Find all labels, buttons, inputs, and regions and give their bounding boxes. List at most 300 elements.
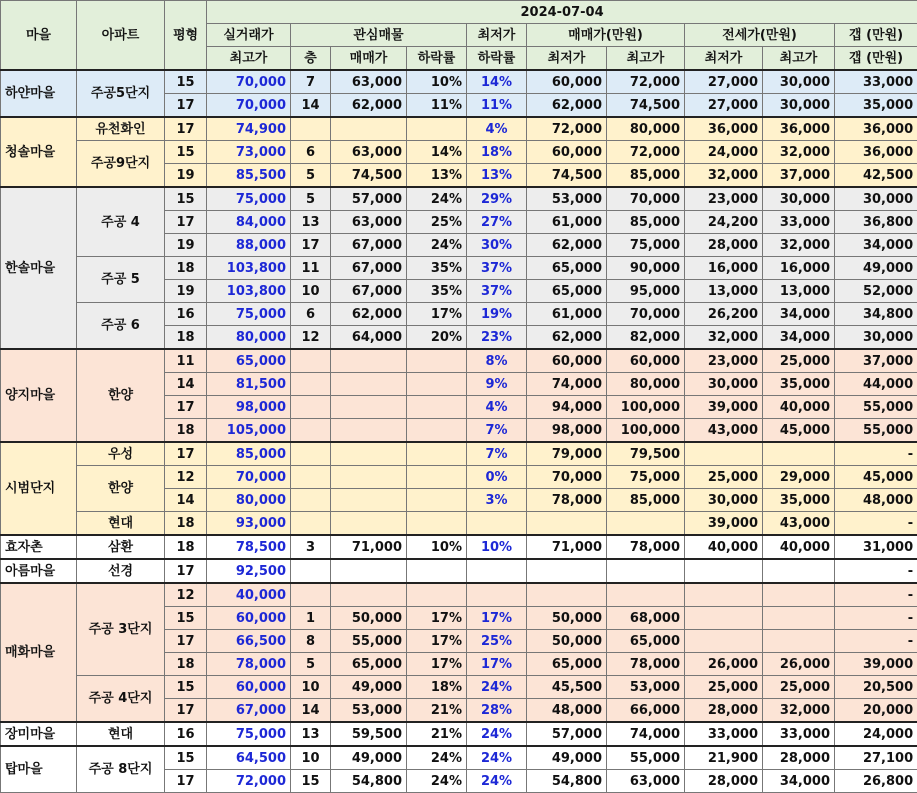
trade-max-cell: 90,000 [607, 257, 685, 280]
drop-rate-cell: 18% [407, 676, 467, 699]
drop-rate-cell: 10% [407, 70, 467, 94]
header-jeonse-min: 최저가 [685, 47, 763, 71]
floor-cell [291, 117, 331, 141]
jeonse-min-cell: 24,200 [685, 211, 763, 234]
trade-min-cell: 60,000 [527, 141, 607, 164]
pyeong-cell: 17 [165, 117, 207, 141]
jeonse-min-cell: 33,000 [685, 722, 763, 746]
header-trade-max: 최고가 [607, 47, 685, 71]
gap-cell: 30,000 [835, 326, 917, 350]
jeonse-max-cell [763, 559, 835, 583]
trade-max-cell: 75,000 [607, 234, 685, 257]
floor-cell: 15 [291, 770, 331, 793]
drop-rate-cell [407, 466, 467, 489]
drop-rate-cell [407, 489, 467, 512]
trade-max-cell: 78,000 [607, 653, 685, 676]
drop-rate-cell: 11% [407, 94, 467, 118]
apartment-cell: 주공 4단지 [77, 676, 165, 723]
gap-cell: 39,000 [835, 653, 917, 676]
village-cell: 탑마을 [1, 746, 77, 793]
gap-cell: 26,800 [835, 770, 917, 793]
trade-max-cell: 80,000 [607, 117, 685, 141]
sale-price-cell: 74,500 [331, 164, 407, 188]
lowest-drop-cell: 13% [467, 164, 527, 188]
drop-rate-cell: 13% [407, 164, 467, 188]
pyeong-cell: 17 [165, 559, 207, 583]
floor-cell [291, 489, 331, 512]
gap-cell: 20,000 [835, 699, 917, 723]
gap-cell: 31,000 [835, 535, 917, 559]
floor-cell [291, 419, 331, 443]
header-floor: 층 [291, 47, 331, 71]
jeonse-min-cell [685, 559, 763, 583]
drop-rate-cell: 24% [407, 746, 467, 770]
pyeong-cell: 14 [165, 373, 207, 396]
sale-price-cell: 53,000 [331, 699, 407, 723]
jeonse-max-cell: 16,000 [763, 257, 835, 280]
jeonse-max-cell: 25,000 [763, 349, 835, 373]
real-trade-max-cell: 80,000 [207, 326, 291, 350]
jeonse-max-cell: 25,000 [763, 676, 835, 699]
jeonse-max-cell: 34,000 [763, 770, 835, 793]
gap-cell: - [835, 607, 917, 630]
jeonse-max-cell: 32,000 [763, 699, 835, 723]
lowest-drop-cell: 25% [467, 630, 527, 653]
lowest-drop-cell: 37% [467, 257, 527, 280]
sale-price-cell [331, 373, 407, 396]
trade-max-cell [607, 583, 685, 607]
sale-price-cell: 63,000 [331, 70, 407, 94]
floor-cell [291, 349, 331, 373]
gap-cell: 24,000 [835, 722, 917, 746]
trade-max-cell: 79,500 [607, 442, 685, 466]
lowest-drop-cell: 30% [467, 234, 527, 257]
lowest-drop-cell: 0% [467, 466, 527, 489]
sale-price-cell: 63,000 [331, 141, 407, 164]
floor-cell: 14 [291, 94, 331, 118]
floor-cell: 14 [291, 699, 331, 723]
trade-min-cell: 65,000 [527, 653, 607, 676]
drop-rate-cell: 20% [407, 326, 467, 350]
jeonse-max-cell: 32,000 [763, 141, 835, 164]
jeonse-min-cell: 28,000 [685, 770, 763, 793]
drop-rate-cell [407, 512, 467, 536]
pyeong-cell: 18 [165, 326, 207, 350]
trade-min-cell: 61,000 [527, 211, 607, 234]
lowest-drop-cell: 28% [467, 699, 527, 723]
floor-cell: 7 [291, 70, 331, 94]
trade-min-cell: 79,000 [527, 442, 607, 466]
lowest-drop-cell: 24% [467, 722, 527, 746]
sale-price-cell: 63,000 [331, 211, 407, 234]
pyeong-cell: 19 [165, 164, 207, 188]
gap-cell: 37,000 [835, 349, 917, 373]
trade-min-cell: 50,000 [527, 630, 607, 653]
real-trade-max-cell: 98,000 [207, 396, 291, 419]
apartment-cell: 선경 [77, 559, 165, 583]
sale-price-cell: 62,000 [331, 94, 407, 118]
trade-min-cell: 74,500 [527, 164, 607, 188]
jeonse-max-cell: 33,000 [763, 722, 835, 746]
drop-rate-cell [407, 373, 467, 396]
header-real-trade: 실거래가 [207, 24, 291, 47]
trade-max-cell [607, 512, 685, 536]
sale-price-cell [331, 512, 407, 536]
drop-rate-cell: 21% [407, 699, 467, 723]
lowest-drop-cell: 7% [467, 419, 527, 443]
trade-max-cell: 72,000 [607, 141, 685, 164]
sale-price-cell [331, 117, 407, 141]
apartment-cell: 한양 [77, 349, 165, 442]
village-cell: 양지마을 [1, 349, 77, 442]
jeonse-max-cell: 26,000 [763, 653, 835, 676]
trade-min-cell: 60,000 [527, 349, 607, 373]
jeonse-max-cell: 32,000 [763, 234, 835, 257]
drop-rate-cell [407, 396, 467, 419]
lowest-drop-cell: 24% [467, 746, 527, 770]
jeonse-min-cell: 40,000 [685, 535, 763, 559]
jeonse-min-cell: 26,200 [685, 303, 763, 326]
floor-cell [291, 396, 331, 419]
jeonse-max-cell: 34,000 [763, 303, 835, 326]
jeonse-min-cell: 21,900 [685, 746, 763, 770]
pyeong-cell: 17 [165, 94, 207, 118]
gap-cell: 34,000 [835, 234, 917, 257]
lowest-drop-cell: 17% [467, 607, 527, 630]
gap-cell: 52,000 [835, 280, 917, 303]
trade-min-cell: 70,000 [527, 466, 607, 489]
trade-max-cell: 68,000 [607, 607, 685, 630]
sale-price-cell [331, 583, 407, 607]
jeonse-max-cell: 30,000 [763, 94, 835, 118]
trade-min-cell: 62,000 [527, 94, 607, 118]
floor-cell: 13 [291, 211, 331, 234]
pyeong-cell: 16 [165, 303, 207, 326]
sale-price-cell: 67,000 [331, 257, 407, 280]
header-date: 2024-07-04 [207, 1, 917, 24]
drop-rate-cell: 25% [407, 211, 467, 234]
pyeong-cell: 19 [165, 234, 207, 257]
pyeong-cell: 18 [165, 512, 207, 536]
trade-min-cell: 72,000 [527, 117, 607, 141]
apartment-cell: 현대 [77, 722, 165, 746]
trade-max-cell: 70,000 [607, 187, 685, 211]
real-trade-max-cell: 85,000 [207, 442, 291, 466]
trade-min-cell: 49,000 [527, 746, 607, 770]
apartment-cell: 주공 3단지 [77, 583, 165, 676]
pyeong-cell: 14 [165, 489, 207, 512]
real-trade-max-cell: 85,500 [207, 164, 291, 188]
drop-rate-cell: 24% [407, 770, 467, 793]
trade-max-cell: 53,000 [607, 676, 685, 699]
drop-rate-cell: 35% [407, 257, 467, 280]
pyeong-cell: 12 [165, 466, 207, 489]
header-gap: 갭 (만원) [835, 24, 917, 47]
trade-max-cell [607, 559, 685, 583]
trade-max-cell: 63,000 [607, 770, 685, 793]
trade-max-cell: 100,000 [607, 419, 685, 443]
trade-min-cell: 53,000 [527, 187, 607, 211]
lowest-drop-cell: 17% [467, 653, 527, 676]
real-trade-max-cell: 60,000 [207, 676, 291, 699]
jeonse-max-cell: 13,000 [763, 280, 835, 303]
trade-min-cell: 54,800 [527, 770, 607, 793]
gap-cell: 36,800 [835, 211, 917, 234]
real-trade-max-cell: 40,000 [207, 583, 291, 607]
floor-cell [291, 442, 331, 466]
pyeong-cell: 18 [165, 653, 207, 676]
real-trade-max-cell: 70,000 [207, 466, 291, 489]
lowest-drop-cell: 4% [467, 396, 527, 419]
gap-cell: 55,000 [835, 396, 917, 419]
floor-cell [291, 559, 331, 583]
drop-rate-cell [407, 117, 467, 141]
lowest-drop-cell [467, 559, 527, 583]
drop-rate-cell: 14% [407, 141, 467, 164]
drop-rate-cell: 10% [407, 535, 467, 559]
jeonse-min-cell: 13,000 [685, 280, 763, 303]
jeonse-min-cell: 30,000 [685, 489, 763, 512]
sale-price-cell: 62,000 [331, 303, 407, 326]
trade-max-cell: 66,000 [607, 699, 685, 723]
real-trade-max-cell: 105,000 [207, 419, 291, 443]
trade-min-cell: 71,000 [527, 535, 607, 559]
sale-price-cell [331, 489, 407, 512]
apartment-cell: 주공9단지 [77, 141, 165, 188]
gap-cell: - [835, 512, 917, 536]
floor-cell: 13 [291, 722, 331, 746]
jeonse-min-cell [685, 630, 763, 653]
trade-max-cell: 95,000 [607, 280, 685, 303]
gap-cell: 35,000 [835, 94, 917, 118]
header-drop-rate: 하락률 [407, 47, 467, 71]
header-trade-min: 최저가 [527, 47, 607, 71]
drop-rate-cell: 17% [407, 653, 467, 676]
header-interest: 관심매물 [291, 24, 467, 47]
header-sale-price: 매매가 [331, 47, 407, 71]
drop-rate-cell: 17% [407, 607, 467, 630]
jeonse-min-cell [685, 442, 763, 466]
sale-price-cell [331, 396, 407, 419]
sale-price-cell: 49,000 [331, 746, 407, 770]
drop-rate-cell: 24% [407, 234, 467, 257]
pyeong-cell: 19 [165, 280, 207, 303]
sale-price-cell [331, 442, 407, 466]
gap-cell: 49,000 [835, 257, 917, 280]
real-trade-max-cell: 65,000 [207, 349, 291, 373]
lowest-drop-cell: 27% [467, 211, 527, 234]
jeonse-min-cell [685, 607, 763, 630]
pyeong-cell: 17 [165, 630, 207, 653]
real-trade-max-cell: 70,000 [207, 94, 291, 118]
pyeong-cell: 15 [165, 676, 207, 699]
header-village: 마을 [1, 1, 77, 71]
floor-cell: 5 [291, 187, 331, 211]
pyeong-cell: 18 [165, 535, 207, 559]
lowest-drop-cell: 14% [467, 70, 527, 94]
jeonse-min-cell: 16,000 [685, 257, 763, 280]
lowest-drop-cell: 19% [467, 303, 527, 326]
trade-max-cell: 85,000 [607, 164, 685, 188]
gap-cell: 36,000 [835, 117, 917, 141]
pyeong-cell: 15 [165, 607, 207, 630]
gap-cell: 20,500 [835, 676, 917, 699]
pyeong-cell: 15 [165, 187, 207, 211]
real-trade-max-cell: 80,000 [207, 489, 291, 512]
trade-max-cell: 100,000 [607, 396, 685, 419]
floor-cell [291, 373, 331, 396]
trade-min-cell: 62,000 [527, 234, 607, 257]
real-trade-max-cell: 74,900 [207, 117, 291, 141]
trade-min-cell: 65,000 [527, 280, 607, 303]
lowest-drop-cell: 10% [467, 535, 527, 559]
trade-max-cell: 82,000 [607, 326, 685, 350]
gap-cell: - [835, 583, 917, 607]
jeonse-min-cell: 39,000 [685, 512, 763, 536]
trade-min-cell [527, 512, 607, 536]
jeonse-min-cell: 28,000 [685, 234, 763, 257]
apartment-cell: 주공 4 [77, 187, 165, 257]
drop-rate-cell: 17% [407, 303, 467, 326]
village-cell: 장미마을 [1, 722, 77, 746]
floor-cell: 8 [291, 630, 331, 653]
floor-cell [291, 583, 331, 607]
gap-cell: - [835, 442, 917, 466]
jeonse-max-cell [763, 583, 835, 607]
jeonse-max-cell: 37,000 [763, 164, 835, 188]
header-pyeong: 평형 [165, 1, 207, 71]
gap-cell: 42,500 [835, 164, 917, 188]
jeonse-min-cell: 25,000 [685, 676, 763, 699]
gap-cell: 36,000 [835, 141, 917, 164]
gap-cell: 34,800 [835, 303, 917, 326]
gap-cell: 55,000 [835, 419, 917, 443]
real-trade-max-cell: 84,000 [207, 211, 291, 234]
jeonse-max-cell: 45,000 [763, 419, 835, 443]
trade-min-cell [527, 559, 607, 583]
apartment-cell: 주공5단지 [77, 70, 165, 117]
real-trade-max-cell: 66,500 [207, 630, 291, 653]
sale-price-cell: 50,000 [331, 607, 407, 630]
gap-cell: 33,000 [835, 70, 917, 94]
jeonse-min-cell: 39,000 [685, 396, 763, 419]
pyeong-cell: 15 [165, 141, 207, 164]
trade-min-cell: 62,000 [527, 326, 607, 350]
jeonse-max-cell: 43,000 [763, 512, 835, 536]
pyeong-cell: 18 [165, 257, 207, 280]
floor-cell: 6 [291, 141, 331, 164]
lowest-drop-cell: 18% [467, 141, 527, 164]
jeonse-min-cell: 23,000 [685, 187, 763, 211]
sale-price-cell: 67,000 [331, 280, 407, 303]
village-cell: 매화마을 [1, 583, 77, 722]
jeonse-max-cell: 40,000 [763, 396, 835, 419]
village-cell: 하얀마을 [1, 70, 77, 117]
jeonse-min-cell [685, 583, 763, 607]
trade-max-cell: 74,000 [607, 722, 685, 746]
floor-cell: 17 [291, 234, 331, 257]
lowest-drop-cell: 11% [467, 94, 527, 118]
jeonse-min-cell: 25,000 [685, 466, 763, 489]
jeonse-max-cell: 35,000 [763, 489, 835, 512]
trade-min-cell [527, 583, 607, 607]
village-cell: 아름마을 [1, 559, 77, 583]
real-trade-max-cell: 93,000 [207, 512, 291, 536]
trade-min-cell: 48,000 [527, 699, 607, 723]
sale-price-cell [331, 559, 407, 583]
drop-rate-cell: 17% [407, 630, 467, 653]
real-trade-max-cell: 92,500 [207, 559, 291, 583]
trade-min-cell: 61,000 [527, 303, 607, 326]
pyeong-cell: 18 [165, 419, 207, 443]
jeonse-min-cell: 30,000 [685, 373, 763, 396]
header-jeonse-max: 최고가 [763, 47, 835, 71]
lowest-drop-cell: 7% [467, 442, 527, 466]
apartment-cell: 주공 6 [77, 303, 165, 350]
jeonse-min-cell: 28,000 [685, 699, 763, 723]
pyeong-cell: 15 [165, 746, 207, 770]
jeonse-min-cell: 24,000 [685, 141, 763, 164]
jeonse-max-cell: 30,000 [763, 187, 835, 211]
drop-rate-cell: 21% [407, 722, 467, 746]
jeonse-min-cell: 23,000 [685, 349, 763, 373]
lowest-drop-cell: 4% [467, 117, 527, 141]
pyeong-cell: 17 [165, 211, 207, 234]
trade-max-cell: 85,000 [607, 211, 685, 234]
header-jeonse: 전세가(만원) [685, 24, 835, 47]
apartment-cell: 주공 8단지 [77, 746, 165, 793]
pyeong-cell: 17 [165, 442, 207, 466]
lowest-drop-cell: 3% [467, 489, 527, 512]
gap-cell: 48,000 [835, 489, 917, 512]
trade-max-cell: 55,000 [607, 746, 685, 770]
floor-cell [291, 466, 331, 489]
trade-min-cell: 60,000 [527, 70, 607, 94]
header-trade-price: 매매가(만원) [527, 24, 685, 47]
jeonse-min-cell: 43,000 [685, 419, 763, 443]
pyeong-cell: 17 [165, 770, 207, 793]
floor-cell: 11 [291, 257, 331, 280]
floor-cell: 6 [291, 303, 331, 326]
pyeong-cell: 12 [165, 583, 207, 607]
trade-max-cell: 78,000 [607, 535, 685, 559]
jeonse-min-cell: 32,000 [685, 164, 763, 188]
floor-cell: 12 [291, 326, 331, 350]
gap-cell: 27,100 [835, 746, 917, 770]
village-cell: 한솔마을 [1, 187, 77, 349]
real-trade-max-cell: 73,000 [207, 141, 291, 164]
drop-rate-cell [407, 419, 467, 443]
drop-rate-cell [407, 559, 467, 583]
floor-cell: 10 [291, 280, 331, 303]
lowest-drop-cell [467, 583, 527, 607]
real-trade-max-cell: 75,000 [207, 187, 291, 211]
apartment-cell: 유천화인 [77, 117, 165, 141]
lowest-drop-cell: 8% [467, 349, 527, 373]
lowest-drop-cell: 37% [467, 280, 527, 303]
drop-rate-cell [407, 442, 467, 466]
floor-cell: 10 [291, 676, 331, 699]
pyeong-cell: 16 [165, 722, 207, 746]
sale-price-cell: 65,000 [331, 653, 407, 676]
table-body [1, 70, 917, 793]
lowest-drop-cell: 24% [467, 770, 527, 793]
trade-max-cell: 72,000 [607, 70, 685, 94]
real-trade-max-cell: 103,800 [207, 257, 291, 280]
sale-price-cell: 71,000 [331, 535, 407, 559]
gap-cell: 44,000 [835, 373, 917, 396]
gap-cell: - [835, 559, 917, 583]
